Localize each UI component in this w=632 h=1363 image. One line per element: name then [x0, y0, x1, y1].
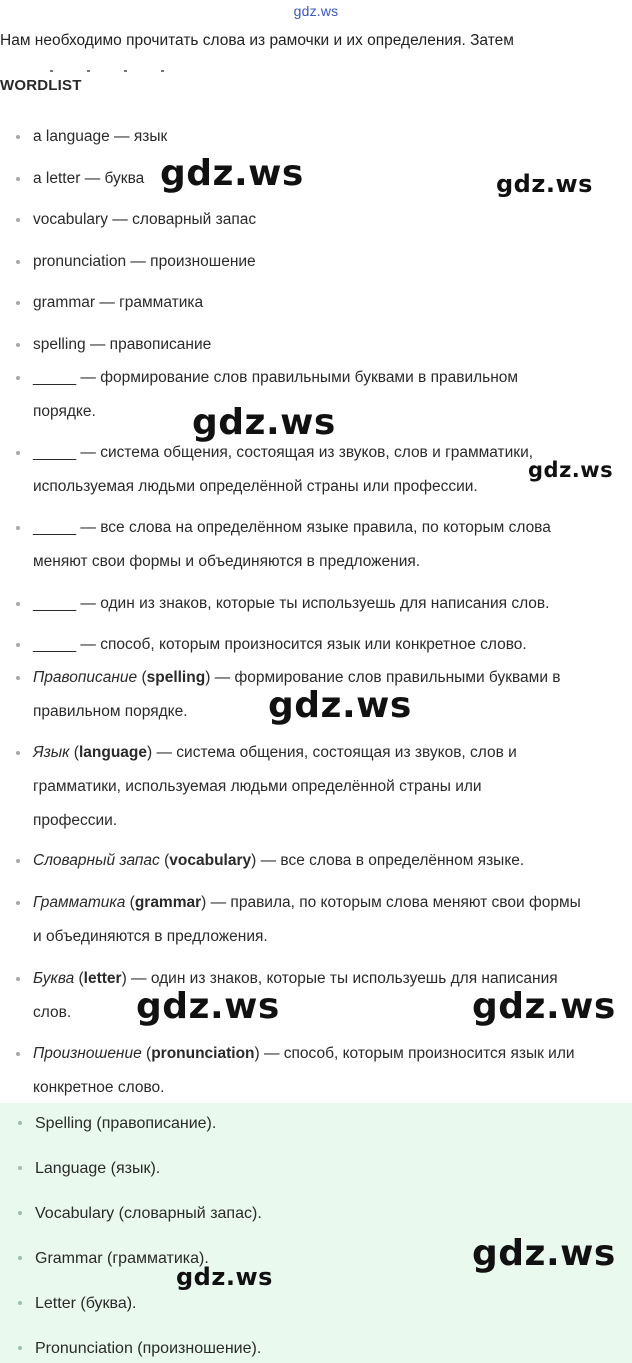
- bullet-icon: [16, 526, 20, 530]
- bullet-icon: [16, 301, 20, 305]
- answer-item: Grammar (грамматика).: [0, 1246, 632, 1276]
- bullet-icon: [16, 343, 20, 347]
- bullet-icon: [18, 1121, 22, 1125]
- answer-item: Spelling (правописание).: [0, 1111, 632, 1141]
- bullet-icon: [16, 376, 20, 380]
- cut-off-line: [50, 60, 220, 72]
- answer-item: Language (язык).: [0, 1156, 632, 1186]
- watermark: gdz.ws: [136, 986, 280, 1027]
- watermark: gdz.ws: [528, 458, 614, 482]
- answer-item: Vocabulary (словарный запас).: [0, 1201, 632, 1231]
- bullet-icon: [16, 751, 20, 755]
- watermark: gdz.ws: [496, 170, 593, 198]
- bullet-icon: [16, 602, 20, 606]
- watermark: gdz.ws: [268, 685, 412, 726]
- site-logo-text[interactable]: gdz.ws: [293, 3, 339, 19]
- bullet-icon: [16, 177, 20, 181]
- bullet-icon: [18, 1301, 22, 1305]
- intro-text: Нам необходимо прочитать слова из рамочки и их определения. Затем: [0, 32, 514, 49]
- bullet-icon: [16, 135, 20, 139]
- bullet-icon: [18, 1211, 22, 1215]
- bullet-icon: [16, 218, 20, 222]
- watermark: gdz.ws: [472, 986, 616, 1027]
- wordlist-heading: WORDLIST: [0, 77, 82, 94]
- bullet-icon: [16, 859, 20, 863]
- bullet-icon: [18, 1346, 22, 1350]
- bullet-icon: [16, 1052, 20, 1056]
- bullet-icon: [16, 676, 20, 680]
- watermark: gdz.ws: [192, 402, 336, 443]
- bullet-icon: [16, 643, 20, 647]
- watermark: gdz.ws: [160, 153, 304, 194]
- bullet-icon: [16, 451, 20, 455]
- bullet-icon: [16, 901, 20, 905]
- watermark: gdz.ws: [176, 1263, 273, 1291]
- bullet-icon: [16, 977, 20, 981]
- answer-item: Letter (буква).: [0, 1291, 632, 1321]
- bullet-icon: [18, 1256, 22, 1260]
- watermark: gdz.ws: [472, 1233, 616, 1274]
- bullet-icon: [18, 1166, 22, 1170]
- bullet-icon: [16, 260, 20, 264]
- answer-item: Pronunciation (произношение).: [0, 1336, 632, 1362]
